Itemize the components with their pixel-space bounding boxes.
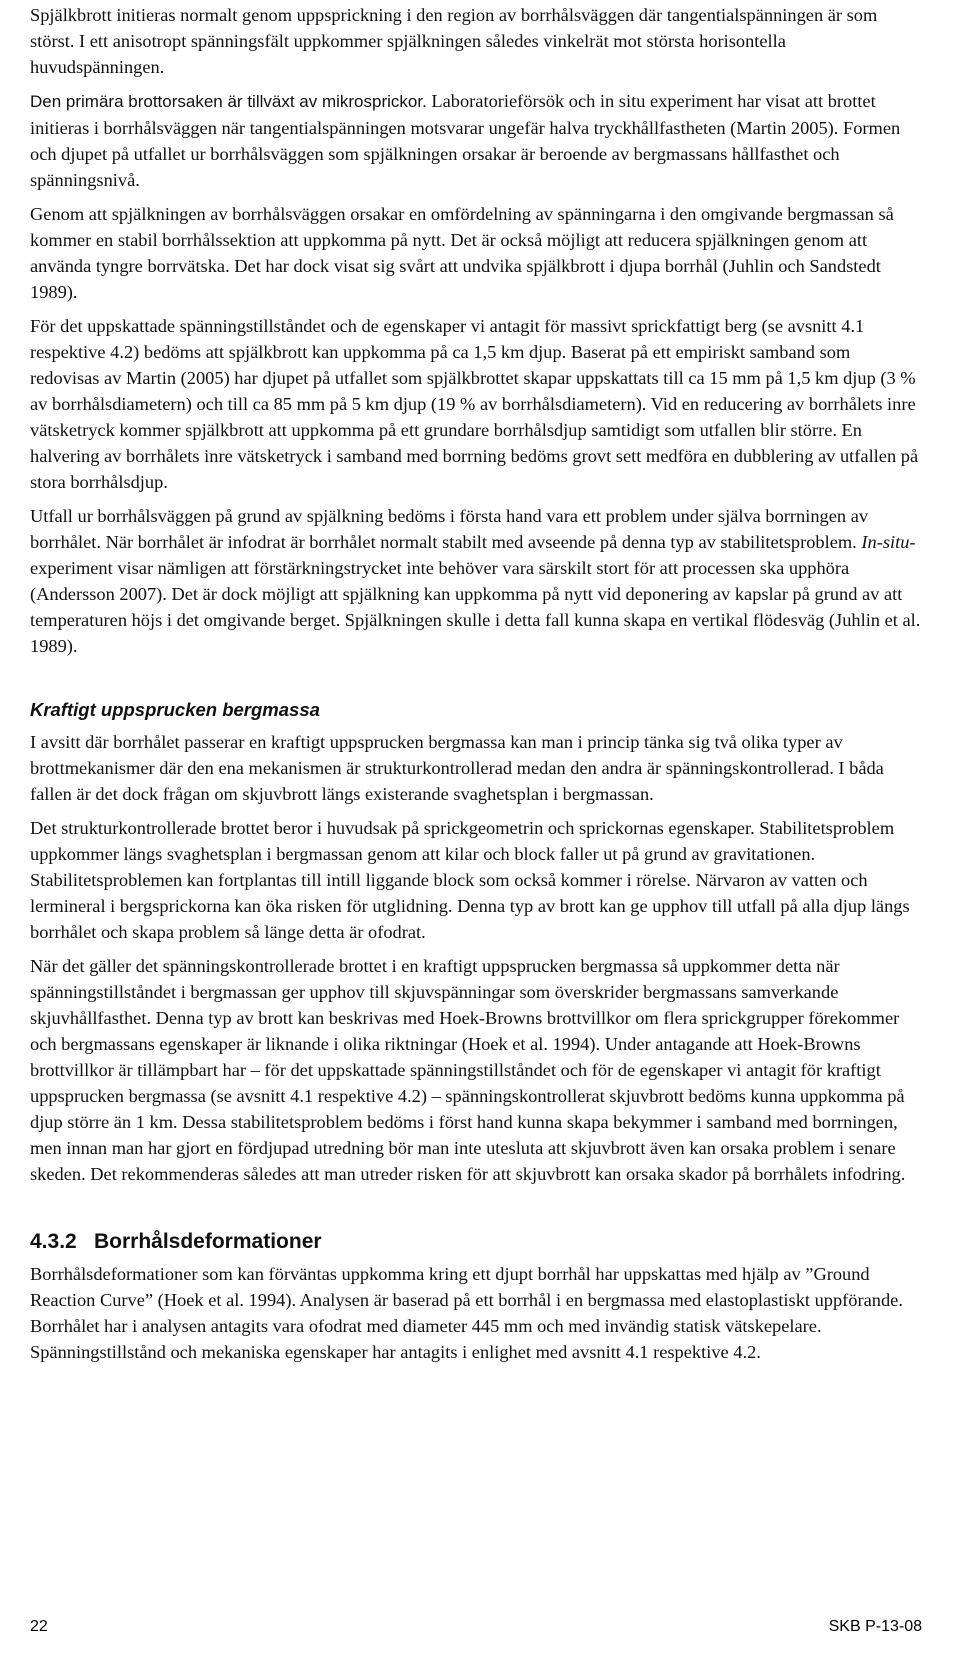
paragraph-breakout-problem: [30, 503, 922, 659]
page-number: 22: [30, 1618, 48, 1635]
section-number: 4.3.2: [30, 1230, 77, 1253]
report-id: SKB P-13-08: [828, 1618, 922, 1635]
paragraph-structure-controlled: Det strukturkontrollerade brottet beror i huvudsak på sprickgeometrin och sprickornas egenskaper. Stabilitetsproblem uppkommer längs svaghetsplan i bergmassan genom att kilar och block faller ut på grund av gravitationen. Stabilitetsproblemen kan fortplantas till intill liggande block som också kommer i rörelse. Närvaron av vatten och lermineral i bergsprickorna kan öka risken för utglidning. Denna typ av brott kan ge upphov till utfall på alla djup längs borrhålet och skapa problem så länge detta är ofodrat.: [30, 818, 910, 942]
page-footer: [30, 1618, 922, 1636]
paragraph-stress-controlled: När det gäller det spänningskontrollerade brottet i en kraftigt uppsprucken bergmassa så uppkommer detta när spänningstillståndet i bergmassan ger upphov till skjuvspänningar som överskrider bergmassans samverkande skjuvhållfasthet. Denna typ av brott kan beskrivas med Hoek-Browns brottvillkor om flera sprickgrupper förekommer och bergmassans egenskaper är liknande i olika riktningar (Hoek et al. 1994). Under antagande att Hoek-Browns brottvillkor är tillämpbart har – för det uppskattade spänningstillståndet och för de egenskaper vi antagit för kraftigt uppsprucken bergmassa (se avsnitt 4.1 respektive 4.2) – spänningskontrollerat skjuvbrott bedöms kunna uppkomma på djup större än 1 km. Dessa stabilitetsproblem bedöms i först hand kunna skapa bekymmer i samband med borrningen, men innan man har gjort en fördjupad utredning bör man inte utesluta att skjuvbrott även kan orsaka problem i senare skeden. Det rekommenderas således att man utreder risken för att skjuvbrott kan orsaka skador på borrhålets infodring.: [30, 956, 906, 1184]
breakout-text-a: Utfall ur borrhålsväggen på grund av spjälkning bedöms i första hand vara ett problem under själva borrningen av borrhålet. När borrhålet är infodrat är borrhålet normalt stabilt med avseende på denna typ av stabilitetsproblem.: [30, 506, 869, 552]
paragraph-primary-cause: [30, 88, 922, 193]
section-title: Borrhålsdeformationer: [94, 1230, 322, 1253]
paragraph-fracture-mechanisms: I avsitt där borrhålet passerar en kraftigt uppsprucken bergmassa kan man i princip tänka sig två olika typer av brottmekanismer där den ena mekanismen är strukturkontrollerad medan den andra är spänningskontrollerad. I båda fallen är det dock frågan om skjuvbrott längs existerande svaghetsplan i bergmassan.: [30, 732, 884, 804]
primary-cause-rest: Laboratorieförsök och in situ experiment har visat att brottet initieras i borrhålsväggen när tangentialspänningen motsvarar ungefär halva tryckhållfastheten (Martin 2005). Formen och djupet på utfallet ur borrhålsväggen som spjälkningen orsakar är beroende av bergmassans hållfasthet och spänningsnivå.: [30, 91, 901, 190]
paragraph-ground-reaction-curve: Borrhålsdeformationer som kan förväntas uppkomma kring ett djupt borrhål har uppskattas med hjälp av ”Ground Reaction Curve” (Hoek et al. 1994). Analysen är baserad på ett borrhål i en bergmassa med elastoplastiskt uppförande. Borrhålet har i analysen antagits vara ofodrat med diameter 445 mm och med invändig statisk vätskepelare. Spänningstillstånd och mekaniska egenskaper har antagits i enlighet med avsnitt 4.1 respektive 4.2.: [30, 1264, 903, 1362]
in-situ-emphasis: In-situ: [861, 532, 910, 552]
spacer: [30, 667, 922, 689]
spacer: [30, 1195, 922, 1217]
paragraph-estimated-stress-state: För det uppskattade spänningstillståndet och de egenskaper vi antagit för massivt sprickfattigt berg (se avsnitt 4.1 respektive 4.2) bedöms att spjälkbrott kan uppkomma på ca 1,5 km djup. Baserat på ett empiriskt samband som redovisas av Martin (2005) har djupet på utfallet som spjälkbrottet skapar uppskattats till ca 15 mm på 1,5 km djup (3 % av borrhålsdiametern) och till ca 85 mm på 5 km djup (19 % av borrhålsdiametern). Vid en reducering av borrhålets inre vätsketryck kommer spjälkbrott att uppkomma på ett grundare borrhålsdjup samtidigt som utfallen blir större. En halvering av borrhålets inre vätsketryck i samband med borrning bedöms grovt sett medföra en dubblering av utfallen på stora borrhålsdjup.: [30, 316, 919, 492]
section-heading-borehole-deformations: [30, 1227, 922, 1257]
paragraph-spalkbrott-initiation: Spjälkbrott initieras normalt genom uppsprickning i den region av borrhålsväggen där tangentialspänningen är som störst. I ett anisotropt spänningsfält uppkommer spjälkningen således vinkelrät mot största horisontella huvudspänningen.: [30, 5, 878, 77]
subheading-fractured-rock: Kraftigt uppsprucken bergmassa: [30, 699, 320, 720]
breakout-text-b: -experiment visar nämligen att förstärkningstrycket inte behöver vara särskilt stort för att processen ska upphöra (Andersson 2007). Det är dock möjligt att spjälkning kan uppkomma på nytt vid deponering av kapslar på grund av att temperaturen höjs i det omgivande berget. Spjälkningen skulle i detta fall kunna skapa en vertikal flödesväg (Juhlin et al. 1989).: [30, 532, 921, 656]
primary-cause-lead: Den primära brottorsaken är tillväxt av mikrosprickor.: [30, 92, 427, 111]
paragraph-stress-redistribution: Genom att spjälkningen av borrhålsväggen orsakar en omfördelning av spänningarna i den omgivande bergmassan så kommer en stabil borrhålssektion att uppkomma på nytt. Det är också möjligt att reducera spjälkningen genom att använda tyngre borrvätska. Det har dock visat sig svårt att undvika spjälkbrott i djupa borrhål (Juhlin och Sandstedt 1989).: [30, 204, 894, 302]
